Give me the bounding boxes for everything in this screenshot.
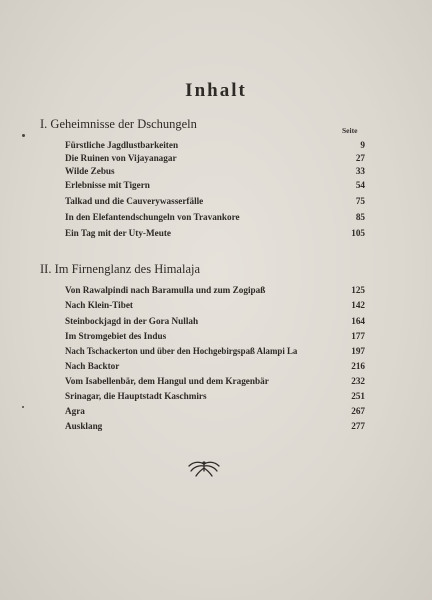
- toc-entry: [65, 331, 365, 347]
- toc-entry-page: 177: [351, 331, 365, 341]
- ornament-icon: [187, 460, 221, 478]
- toc-entry: [65, 180, 365, 196]
- toc-entry-page: 277: [351, 421, 365, 431]
- toc-entry-page: 105: [351, 228, 365, 238]
- toc-entry-page: 232: [351, 376, 365, 386]
- toc-entry-title: Ausklang: [65, 421, 103, 431]
- toc-entry: [65, 421, 365, 437]
- toc-entry-title: Ein Tag mit der Uty-Meute: [65, 228, 171, 238]
- toc-entry-title: Agra: [65, 406, 85, 416]
- toc-entry-title: Talkad und die Cauverywasserfälle: [65, 196, 204, 206]
- page-column-label: Seite: [342, 126, 358, 135]
- toc-entry-title: Erlebnisse mit Tigern: [65, 180, 150, 190]
- toc-entry-page: 33: [355, 166, 365, 176]
- toc-entry-page: 9: [360, 140, 365, 150]
- toc-entry-title: Nach Backtor: [65, 361, 120, 371]
- toc-entry: [65, 228, 365, 244]
- toc-entry-title: Vom Isabellenbär, dem Hangul und dem Kragenbär: [65, 376, 269, 386]
- toc-entry-title: Im Stromgebiet des Indus: [65, 331, 167, 341]
- toc-entry: [65, 316, 365, 332]
- toc-entry-page: 75: [355, 196, 365, 206]
- section-heading-1: I. Geheimnisse der Dschungeln: [40, 117, 197, 131]
- toc-entry-title: In den Elefantendschungeln von Travankore: [65, 212, 240, 222]
- toc-entry-page: 216: [351, 361, 365, 371]
- toc-entry-title: Srinagar, die Hauptstadt Kaschmirs: [65, 391, 207, 401]
- toc-entry-page: 125: [351, 285, 365, 295]
- toc-entry-title: Steinbockjagd in der Gora Nullah: [65, 316, 199, 326]
- toc-entry: [65, 285, 365, 301]
- toc-entry: [65, 361, 365, 377]
- toc-entry-page: 267: [351, 406, 365, 416]
- toc-entry-page: 164: [351, 316, 365, 326]
- toc-entry-page: 251: [351, 391, 365, 401]
- toc-entry-title: Von Rawalpindi nach Baramulla und zum Zogipaß: [65, 285, 266, 295]
- toc-entry: [65, 376, 365, 392]
- toc-entry: [65, 346, 365, 362]
- toc-entry-title: Nach Klein-Tibet: [65, 300, 133, 310]
- section-heading-2: II. Im Firnenglanz des Himalaja: [40, 262, 201, 276]
- toc-entry-page: 27: [355, 153, 365, 163]
- toc-entry-title: Die Ruinen von Vijayanagar: [65, 153, 177, 163]
- toc-entry-page: 142: [351, 300, 365, 310]
- paper-speck: [22, 406, 24, 408]
- toc-entry: [65, 406, 365, 422]
- toc-entry-page: 197: [351, 346, 365, 356]
- toc-entry-page: 54: [355, 180, 365, 190]
- toc-entry-page: 85: [355, 212, 365, 222]
- toc-entry: [65, 212, 365, 228]
- toc-entry: [65, 300, 365, 316]
- toc-entry-title: Nach Tschackerton und über den Hochgebirgspaß Alampi La: [65, 346, 298, 356]
- page-title: Inhalt: [185, 80, 247, 101]
- toc-entry: [65, 196, 365, 212]
- paper-speck: [22, 134, 25, 137]
- toc-entry-title: Fürstliche Jagdlustbarkeiten: [65, 140, 179, 150]
- toc-entry: [65, 391, 365, 407]
- toc-entry-title: Wilde Zebus: [65, 166, 115, 176]
